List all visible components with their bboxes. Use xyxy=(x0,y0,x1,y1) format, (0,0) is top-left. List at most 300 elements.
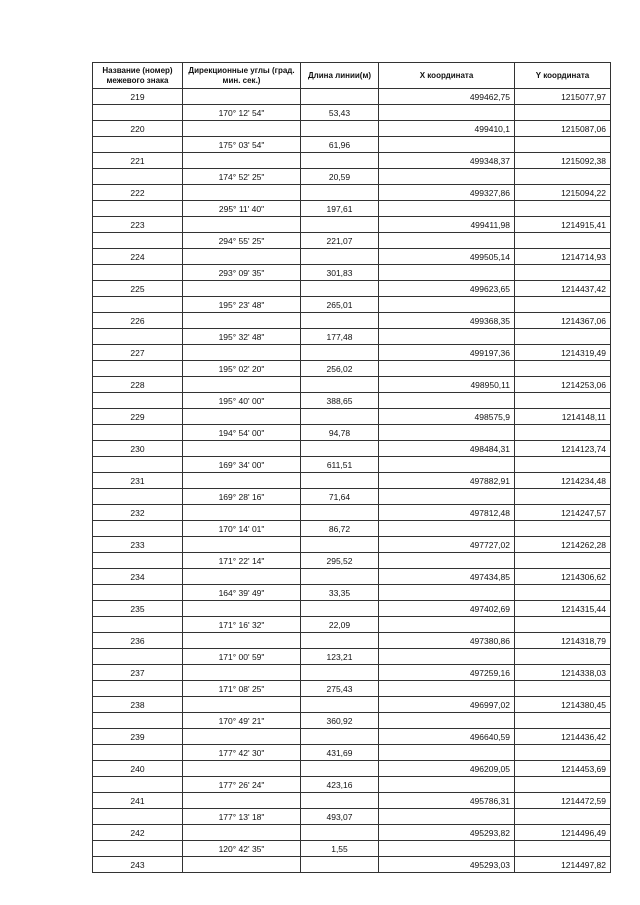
point-row xyxy=(93,377,611,393)
empty-cell xyxy=(93,361,183,377)
empty-cell xyxy=(183,121,301,137)
empty-cell xyxy=(301,217,379,233)
empty-cell xyxy=(301,121,379,137)
direction-angle: 170° 49' 21" xyxy=(183,713,301,729)
empty-cell xyxy=(515,745,611,761)
empty-cell xyxy=(183,633,301,649)
y-coordinate: 1214123,74 xyxy=(515,441,611,457)
empty-cell xyxy=(379,553,515,569)
line-length: 360,92 xyxy=(301,713,379,729)
x-coordinate: 499410,1 xyxy=(379,121,515,137)
point-row xyxy=(93,281,611,297)
segment-row xyxy=(93,777,611,793)
empty-cell xyxy=(301,313,379,329)
point-row xyxy=(93,633,611,649)
y-coordinate: 1214319,49 xyxy=(515,345,611,361)
y-coordinate: 1214247,57 xyxy=(515,505,611,521)
segment-row xyxy=(93,489,611,505)
empty-cell xyxy=(301,793,379,809)
segment-row xyxy=(93,329,611,345)
empty-cell xyxy=(183,217,301,233)
x-coordinate: 499327,86 xyxy=(379,185,515,201)
x-coordinate: 497727,02 xyxy=(379,537,515,553)
y-coordinate: 1214367,06 xyxy=(515,313,611,329)
empty-cell xyxy=(93,809,183,825)
empty-cell xyxy=(93,169,183,185)
marker-name: 224 xyxy=(93,249,183,265)
marker-name: 219 xyxy=(93,89,183,105)
point-row xyxy=(93,825,611,841)
marker-name: 227 xyxy=(93,345,183,361)
empty-cell xyxy=(93,265,183,281)
line-length: 423,16 xyxy=(301,777,379,793)
empty-cell xyxy=(301,345,379,361)
segment-row xyxy=(93,297,611,313)
point-row xyxy=(93,505,611,521)
empty-cell xyxy=(183,281,301,297)
direction-angle: 195° 40' 00" xyxy=(183,393,301,409)
empty-cell xyxy=(379,681,515,697)
segment-row xyxy=(93,425,611,441)
x-coordinate: 497380,86 xyxy=(379,633,515,649)
marker-name: 238 xyxy=(93,697,183,713)
line-length: 1,55 xyxy=(301,841,379,857)
x-coordinate: 496640,59 xyxy=(379,729,515,745)
x-coordinate: 495786,31 xyxy=(379,793,515,809)
marker-name: 242 xyxy=(93,825,183,841)
empty-cell xyxy=(379,745,515,761)
empty-cell xyxy=(93,233,183,249)
empty-cell xyxy=(183,601,301,617)
y-coordinate: 1214306,62 xyxy=(515,569,611,585)
empty-cell xyxy=(301,857,379,873)
empty-cell xyxy=(93,617,183,633)
empty-cell xyxy=(379,841,515,857)
point-row xyxy=(93,569,611,585)
segment-row xyxy=(93,361,611,377)
x-coordinate: 497402,69 xyxy=(379,601,515,617)
empty-cell xyxy=(515,713,611,729)
y-coordinate: 1214338,03 xyxy=(515,665,611,681)
empty-cell xyxy=(301,153,379,169)
marker-name: 222 xyxy=(93,185,183,201)
empty-cell xyxy=(183,825,301,841)
line-length: 94,78 xyxy=(301,425,379,441)
line-length: 61,96 xyxy=(301,137,379,153)
segment-row xyxy=(93,809,611,825)
empty-cell xyxy=(515,265,611,281)
empty-cell xyxy=(301,729,379,745)
empty-cell xyxy=(515,361,611,377)
segment-row xyxy=(93,201,611,217)
marker-name: 243 xyxy=(93,857,183,873)
empty-cell xyxy=(301,281,379,297)
empty-cell xyxy=(379,201,515,217)
line-length: 611,51 xyxy=(301,457,379,473)
line-length: 33,35 xyxy=(301,585,379,601)
empty-cell xyxy=(515,649,611,665)
direction-angle: 293° 09' 35" xyxy=(183,265,301,281)
empty-cell xyxy=(183,729,301,745)
segment-row xyxy=(93,393,611,409)
empty-cell xyxy=(93,105,183,121)
line-length: 265,01 xyxy=(301,297,379,313)
empty-cell xyxy=(301,761,379,777)
empty-cell xyxy=(515,809,611,825)
marker-name: 221 xyxy=(93,153,183,169)
y-coordinate: 1214453,69 xyxy=(515,761,611,777)
line-length: 295,52 xyxy=(301,553,379,569)
marker-name: 237 xyxy=(93,665,183,681)
segment-row xyxy=(93,233,611,249)
empty-cell xyxy=(515,201,611,217)
empty-cell xyxy=(93,649,183,665)
empty-cell xyxy=(515,105,611,121)
line-length: 388,65 xyxy=(301,393,379,409)
line-length: 53,43 xyxy=(301,105,379,121)
x-coordinate: 495293,03 xyxy=(379,857,515,873)
empty-cell xyxy=(93,393,183,409)
empty-cell xyxy=(183,441,301,457)
empty-cell xyxy=(301,665,379,681)
direction-angle: 171° 22' 14" xyxy=(183,553,301,569)
marker-name: 225 xyxy=(93,281,183,297)
line-length: 22,09 xyxy=(301,617,379,633)
y-coordinate: 1214472,59 xyxy=(515,793,611,809)
direction-angle: 170° 14' 01" xyxy=(183,521,301,537)
segment-row xyxy=(93,169,611,185)
y-coordinate: 1214318,79 xyxy=(515,633,611,649)
empty-cell xyxy=(301,473,379,489)
line-length: 493,07 xyxy=(301,809,379,825)
segment-row xyxy=(93,681,611,697)
empty-cell xyxy=(379,265,515,281)
empty-cell xyxy=(301,633,379,649)
y-coordinate: 1215094,22 xyxy=(515,185,611,201)
empty-cell xyxy=(183,89,301,105)
empty-cell xyxy=(515,777,611,793)
empty-cell xyxy=(93,553,183,569)
empty-cell xyxy=(183,537,301,553)
direction-angle: 120° 42' 35" xyxy=(183,841,301,857)
y-coordinate: 1214234,48 xyxy=(515,473,611,489)
marker-name: 232 xyxy=(93,505,183,521)
marker-name: 229 xyxy=(93,409,183,425)
x-coordinate: 498484,31 xyxy=(379,441,515,457)
line-length: 275,43 xyxy=(301,681,379,697)
segment-row xyxy=(93,521,611,537)
x-coordinate: 499505,14 xyxy=(379,249,515,265)
x-coordinate: 497259,16 xyxy=(379,665,515,681)
empty-cell xyxy=(183,761,301,777)
empty-cell xyxy=(93,457,183,473)
point-row xyxy=(93,153,611,169)
empty-cell xyxy=(301,249,379,265)
empty-cell xyxy=(183,505,301,521)
segment-row xyxy=(93,745,611,761)
point-row xyxy=(93,345,611,361)
line-length: 197,61 xyxy=(301,201,379,217)
direction-angle: 174° 52' 25" xyxy=(183,169,301,185)
header-x-coordinate: X координата xyxy=(379,63,515,89)
segment-row xyxy=(93,553,611,569)
point-row xyxy=(93,729,611,745)
point-row xyxy=(93,857,611,873)
line-length: 123,21 xyxy=(301,649,379,665)
direction-angle: 175° 03' 54" xyxy=(183,137,301,153)
empty-cell xyxy=(379,457,515,473)
y-coordinate: 1215092,38 xyxy=(515,153,611,169)
empty-cell xyxy=(379,425,515,441)
line-length: 301,83 xyxy=(301,265,379,281)
empty-cell xyxy=(301,185,379,201)
empty-cell xyxy=(93,329,183,345)
empty-cell xyxy=(515,393,611,409)
empty-cell xyxy=(301,825,379,841)
empty-cell xyxy=(515,297,611,313)
marker-name: 234 xyxy=(93,569,183,585)
direction-angle: 177° 42' 30" xyxy=(183,745,301,761)
empty-cell xyxy=(515,585,611,601)
direction-angle: 195° 02' 20" xyxy=(183,361,301,377)
empty-cell xyxy=(379,617,515,633)
empty-cell xyxy=(379,361,515,377)
point-row xyxy=(93,409,611,425)
x-coordinate: 499462,75 xyxy=(379,89,515,105)
y-coordinate: 1214262,28 xyxy=(515,537,611,553)
empty-cell xyxy=(93,745,183,761)
x-coordinate: 496209,05 xyxy=(379,761,515,777)
line-length: 86,72 xyxy=(301,521,379,537)
segment-row xyxy=(93,457,611,473)
empty-cell xyxy=(515,425,611,441)
y-coordinate: 1215077,97 xyxy=(515,89,611,105)
empty-cell xyxy=(515,329,611,345)
marker-name: 235 xyxy=(93,601,183,617)
empty-cell xyxy=(379,169,515,185)
x-coordinate: 499348,37 xyxy=(379,153,515,169)
empty-cell xyxy=(301,569,379,585)
x-coordinate: 499411,98 xyxy=(379,217,515,233)
y-coordinate: 1214436,42 xyxy=(515,729,611,745)
marker-name: 231 xyxy=(93,473,183,489)
empty-cell xyxy=(93,137,183,153)
direction-angle: 171° 00' 59" xyxy=(183,649,301,665)
direction-angle: 294° 55' 25" xyxy=(183,233,301,249)
direction-angle: 169° 34' 00" xyxy=(183,457,301,473)
header-y-coordinate: Y координата xyxy=(515,63,611,89)
y-coordinate: 1214437,42 xyxy=(515,281,611,297)
point-row xyxy=(93,793,611,809)
empty-cell xyxy=(93,521,183,537)
empty-cell xyxy=(183,857,301,873)
table-header-row xyxy=(93,63,611,89)
marker-name: 220 xyxy=(93,121,183,137)
empty-cell xyxy=(183,697,301,713)
segment-row xyxy=(93,841,611,857)
empty-cell xyxy=(515,457,611,473)
direction-angle: 170° 12' 54" xyxy=(183,105,301,121)
direction-angle: 169° 28' 16" xyxy=(183,489,301,505)
empty-cell xyxy=(93,201,183,217)
line-length: 20,59 xyxy=(301,169,379,185)
line-length: 177,48 xyxy=(301,329,379,345)
empty-cell xyxy=(301,409,379,425)
empty-cell xyxy=(379,393,515,409)
x-coordinate: 497812,48 xyxy=(379,505,515,521)
empty-cell xyxy=(379,521,515,537)
empty-cell xyxy=(515,553,611,569)
marker-name: 239 xyxy=(93,729,183,745)
x-coordinate: 496997,02 xyxy=(379,697,515,713)
empty-cell xyxy=(515,233,611,249)
marker-name: 240 xyxy=(93,761,183,777)
empty-cell xyxy=(515,681,611,697)
empty-cell xyxy=(515,841,611,857)
direction-angle: 164° 39' 49" xyxy=(183,585,301,601)
direction-angle: 171° 08' 25" xyxy=(183,681,301,697)
empty-cell xyxy=(379,777,515,793)
empty-cell xyxy=(515,489,611,505)
marker-name: 226 xyxy=(93,313,183,329)
header-line-length: Длина линии(м) xyxy=(301,63,379,89)
marker-name: 236 xyxy=(93,633,183,649)
empty-cell xyxy=(301,377,379,393)
segment-row xyxy=(93,265,611,281)
empty-cell xyxy=(183,377,301,393)
x-coordinate: 499623,65 xyxy=(379,281,515,297)
segment-row xyxy=(93,713,611,729)
point-row xyxy=(93,761,611,777)
header-marker-name: Название (номер) межевого знака xyxy=(93,63,183,89)
marker-name: 241 xyxy=(93,793,183,809)
empty-cell xyxy=(183,569,301,585)
empty-cell xyxy=(93,425,183,441)
marker-name: 233 xyxy=(93,537,183,553)
empty-cell xyxy=(183,313,301,329)
empty-cell xyxy=(301,441,379,457)
direction-angle: 295° 11' 40" xyxy=(183,201,301,217)
empty-cell xyxy=(379,489,515,505)
y-coordinate: 1214315,44 xyxy=(515,601,611,617)
point-row xyxy=(93,121,611,137)
direction-angle: 195° 23' 48" xyxy=(183,297,301,313)
empty-cell xyxy=(379,649,515,665)
empty-cell xyxy=(301,537,379,553)
point-row xyxy=(93,89,611,105)
y-coordinate: 1214714,93 xyxy=(515,249,611,265)
header-direction-angle: Дирекционные углы (град. мин. сек.) xyxy=(183,63,301,89)
empty-cell xyxy=(93,489,183,505)
empty-cell xyxy=(515,521,611,537)
segment-row xyxy=(93,585,611,601)
point-row xyxy=(93,537,611,553)
empty-cell xyxy=(93,841,183,857)
empty-cell xyxy=(379,137,515,153)
empty-cell xyxy=(515,617,611,633)
empty-cell xyxy=(379,329,515,345)
point-row xyxy=(93,473,611,489)
point-row xyxy=(93,665,611,681)
empty-cell xyxy=(183,409,301,425)
empty-cell xyxy=(301,697,379,713)
empty-cell xyxy=(515,169,611,185)
empty-cell xyxy=(301,601,379,617)
y-coordinate: 1214148,11 xyxy=(515,409,611,425)
y-coordinate: 1214497,82 xyxy=(515,857,611,873)
x-coordinate: 499368,35 xyxy=(379,313,515,329)
x-coordinate: 495293,82 xyxy=(379,825,515,841)
direction-angle: 177° 26' 24" xyxy=(183,777,301,793)
y-coordinate: 1214915,41 xyxy=(515,217,611,233)
marker-name: 230 xyxy=(93,441,183,457)
line-length: 71,64 xyxy=(301,489,379,505)
point-row xyxy=(93,313,611,329)
direction-angle: 195° 32' 48" xyxy=(183,329,301,345)
marker-name: 223 xyxy=(93,217,183,233)
direction-angle: 194° 54' 00" xyxy=(183,425,301,441)
empty-cell xyxy=(379,809,515,825)
empty-cell xyxy=(93,777,183,793)
empty-cell xyxy=(183,345,301,361)
y-coordinate: 1214253,06 xyxy=(515,377,611,393)
point-row xyxy=(93,697,611,713)
line-length: 256,02 xyxy=(301,361,379,377)
boundary-coordinates-table xyxy=(92,62,611,873)
empty-cell xyxy=(379,233,515,249)
empty-cell xyxy=(93,585,183,601)
y-coordinate: 1214380,45 xyxy=(515,697,611,713)
empty-cell xyxy=(183,793,301,809)
segment-row xyxy=(93,617,611,633)
y-coordinate: 1215087,06 xyxy=(515,121,611,137)
x-coordinate: 498950,11 xyxy=(379,377,515,393)
empty-cell xyxy=(93,681,183,697)
point-row xyxy=(93,185,611,201)
segment-row xyxy=(93,137,611,153)
empty-cell xyxy=(379,105,515,121)
empty-cell xyxy=(379,585,515,601)
line-length: 431,69 xyxy=(301,745,379,761)
line-length: 221,07 xyxy=(301,233,379,249)
empty-cell xyxy=(183,473,301,489)
marker-name: 228 xyxy=(93,377,183,393)
empty-cell xyxy=(183,665,301,681)
empty-cell xyxy=(301,505,379,521)
x-coordinate: 498575,9 xyxy=(379,409,515,425)
empty-cell xyxy=(379,297,515,313)
direction-angle: 171° 16' 32" xyxy=(183,617,301,633)
empty-cell xyxy=(515,137,611,153)
segment-row xyxy=(93,649,611,665)
point-row xyxy=(93,441,611,457)
point-row xyxy=(93,601,611,617)
direction-angle: 177° 13' 18" xyxy=(183,809,301,825)
empty-cell xyxy=(183,249,301,265)
empty-cell xyxy=(301,89,379,105)
segment-row xyxy=(93,105,611,121)
empty-cell xyxy=(93,713,183,729)
empty-cell xyxy=(183,185,301,201)
x-coordinate: 497434,85 xyxy=(379,569,515,585)
point-row xyxy=(93,217,611,233)
empty-cell xyxy=(183,153,301,169)
empty-cell xyxy=(379,713,515,729)
y-coordinate: 1214496,49 xyxy=(515,825,611,841)
point-row xyxy=(93,249,611,265)
x-coordinate: 499197,36 xyxy=(379,345,515,361)
x-coordinate: 497882,91 xyxy=(379,473,515,489)
